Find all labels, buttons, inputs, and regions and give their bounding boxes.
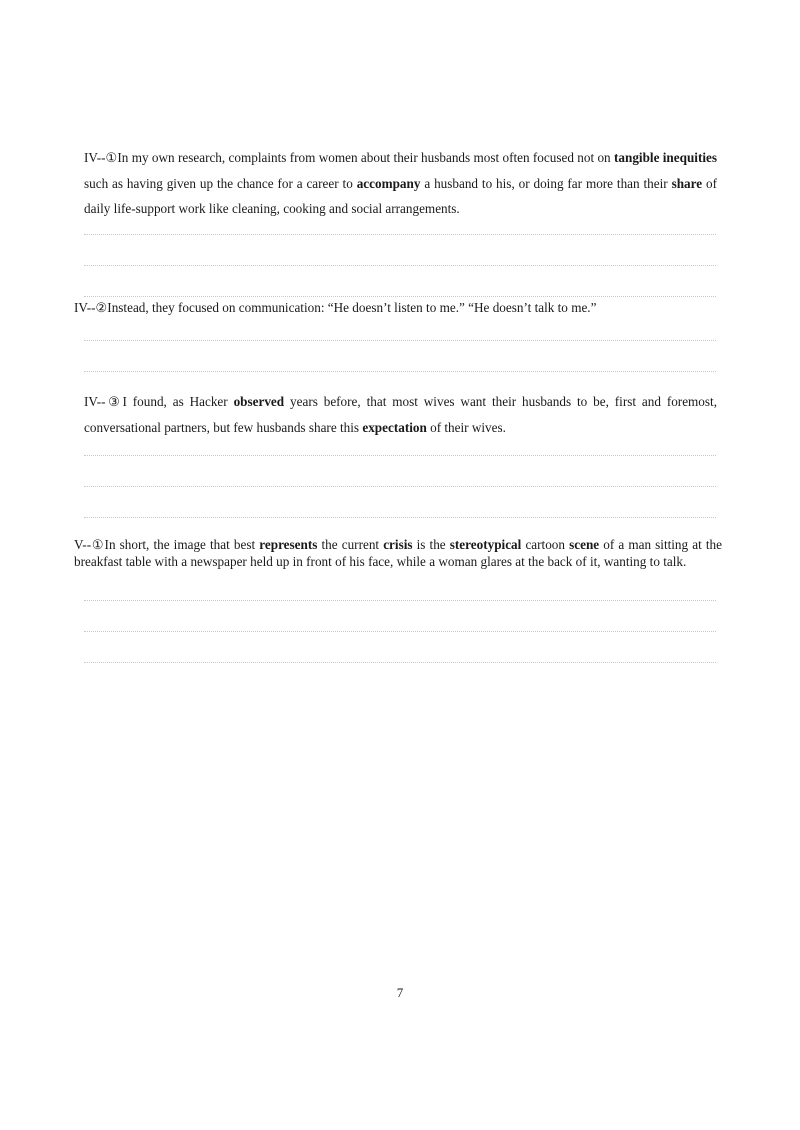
writing-line [84, 234, 716, 235]
writing-line [84, 517, 716, 518]
paragraph-iv-2 [74, 299, 724, 317]
writing-line [84, 662, 716, 663]
bold-term: tangible inequities [614, 150, 717, 165]
writing-line [84, 600, 716, 601]
text-segment: a husband to his, or doing far more than their [420, 175, 672, 191]
text-segment: IV--③I found, as Hacker [84, 394, 234, 409]
writing-line [84, 371, 716, 372]
paragraph-iv-3 [84, 389, 717, 441]
text-segment: of their wives. [426, 420, 506, 435]
bold-term: stereotypical [449, 537, 522, 552]
text-segment: V--①In short, the image that best [74, 537, 260, 552]
writing-line [84, 265, 716, 266]
bold-term: scene [569, 537, 600, 552]
paragraph-v-1 [74, 537, 722, 570]
paragraph-iv-1 [84, 145, 717, 222]
text-segment: years before, that most wives want their husbands to be, first and foremost, conversational partners, but few husbands share this [84, 394, 717, 435]
text-segment: of a man sitting at the breakfast table with a newspaper held up in front of his face, while a woman glares at the back of it, wanting to talk. [74, 537, 722, 569]
writing-line [84, 340, 716, 341]
text-segment: IV--②Instead, they focused on communication: “He doesn’t listen to me.” “He doesn’t talk to me.” [74, 300, 597, 315]
writing-line [84, 631, 716, 632]
bold-term: share [671, 175, 703, 191]
text-segment: cartoon [521, 537, 570, 552]
text-segment: IV--①In my own research, complaints from women about their husbands most often focused not on [84, 150, 614, 165]
writing-line [84, 296, 716, 297]
text-segment: the current [317, 537, 384, 552]
writing-line [84, 486, 716, 487]
bold-term: expectation [362, 420, 427, 435]
bold-term: accompany [356, 175, 421, 191]
text-segment: of daily life-support work like cleaning, cooking and social arrangements. [84, 175, 717, 216]
bold-term: observed [233, 394, 285, 409]
writing-line [84, 455, 716, 456]
bold-term: represents [259, 537, 318, 552]
text-segment: such as having given up the chance for a career to [84, 175, 357, 191]
page-number: 7 [396, 985, 404, 1000]
text-segment: is the [412, 537, 450, 552]
bold-term: crisis [383, 537, 413, 552]
